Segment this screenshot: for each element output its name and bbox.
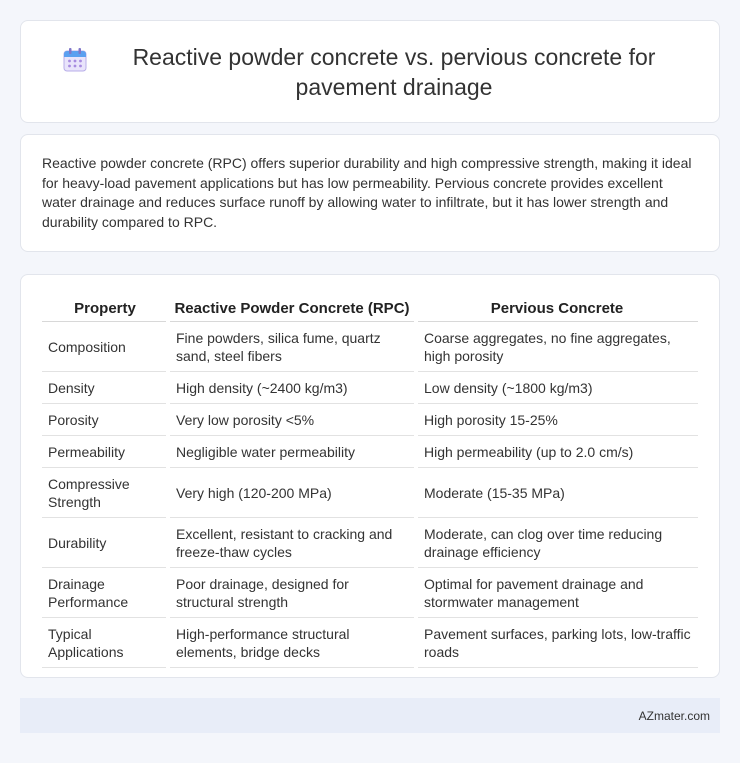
comparison-table-card [20, 274, 720, 678]
cell-rpc: Poor drainage, designed for structural strength [168, 568, 416, 618]
cell-pervious: Coarse aggregates, no fine aggregates, high porosity [416, 322, 698, 372]
cell-property: Permeability [42, 436, 168, 468]
header-property: Property [42, 297, 168, 322]
cell-rpc: Negligible water permeability [168, 436, 416, 468]
cell-rpc: High density (~2400 kg/m3) [168, 372, 416, 404]
cell-property: Compressive Strength [42, 468, 168, 518]
table-row [42, 436, 698, 468]
cell-pervious: Low density (~1800 kg/m3) [416, 372, 698, 404]
cell-property: Density [42, 372, 168, 404]
page-title: Reactive powder concrete vs. pervious concrete for pavement drainage [132, 43, 656, 100]
table-row [42, 322, 698, 372]
table-row [42, 404, 698, 436]
table-row [42, 468, 698, 518]
cell-rpc: Excellent, resistant to cracking and freeze-thaw cycles [168, 518, 416, 568]
footer-brand[interactable]: AZmater.com [638, 708, 710, 723]
header-rpc: Reactive Powder Concrete (RPC) [168, 297, 416, 322]
cell-property: Composition [42, 322, 168, 372]
summary-card [20, 134, 720, 252]
table-row [42, 372, 698, 404]
cell-pervious: High porosity 15-25% [416, 404, 698, 436]
cell-pervious: Moderate, can clog over time reducing drainage efficiency [416, 518, 698, 568]
cell-pervious: Moderate (15-35 MPa) [416, 468, 698, 518]
cell-pervious: Optimal for pavement drainage and stormwater management [416, 568, 698, 618]
cell-rpc: Very low porosity <5% [168, 404, 416, 436]
table-header-row [42, 297, 698, 322]
comparison-table [42, 297, 698, 668]
summary-text: Reactive powder concrete (RPC) offers superior durability and high compressive strength, making it ideal for heavy-load pavement applications but has low permeability. Pervious concrete provides excellent water drainage and reduces surface runoff by allowing water to infiltrate, but it has lower strength and durability compared to RPC. [42, 155, 692, 230]
table-row [42, 568, 698, 618]
cell-pervious: High permeability (up to 2.0 cm/s) [416, 436, 698, 468]
footer-bar [20, 698, 720, 733]
cell-rpc: Very high (120-200 MPa) [168, 468, 416, 518]
cell-rpc: Fine powders, silica fume, quartz sand, steel fibers [168, 322, 416, 372]
cell-pervious: Pavement surfaces, parking lots, low-traffic roads [416, 618, 698, 668]
cell-rpc: High-performance structural elements, bridge decks [168, 618, 416, 668]
table-row [42, 518, 698, 568]
cell-property: Durability [42, 518, 168, 568]
calendar-icon [61, 46, 89, 74]
cell-property: Drainage Performance [42, 568, 168, 618]
cell-property: Porosity [42, 404, 168, 436]
header-pervious: Pervious Concrete [416, 297, 698, 322]
table-row [42, 618, 698, 668]
cell-property: Typical Applications [42, 618, 168, 668]
title-card [20, 20, 720, 123]
title-wrap [61, 42, 679, 102]
